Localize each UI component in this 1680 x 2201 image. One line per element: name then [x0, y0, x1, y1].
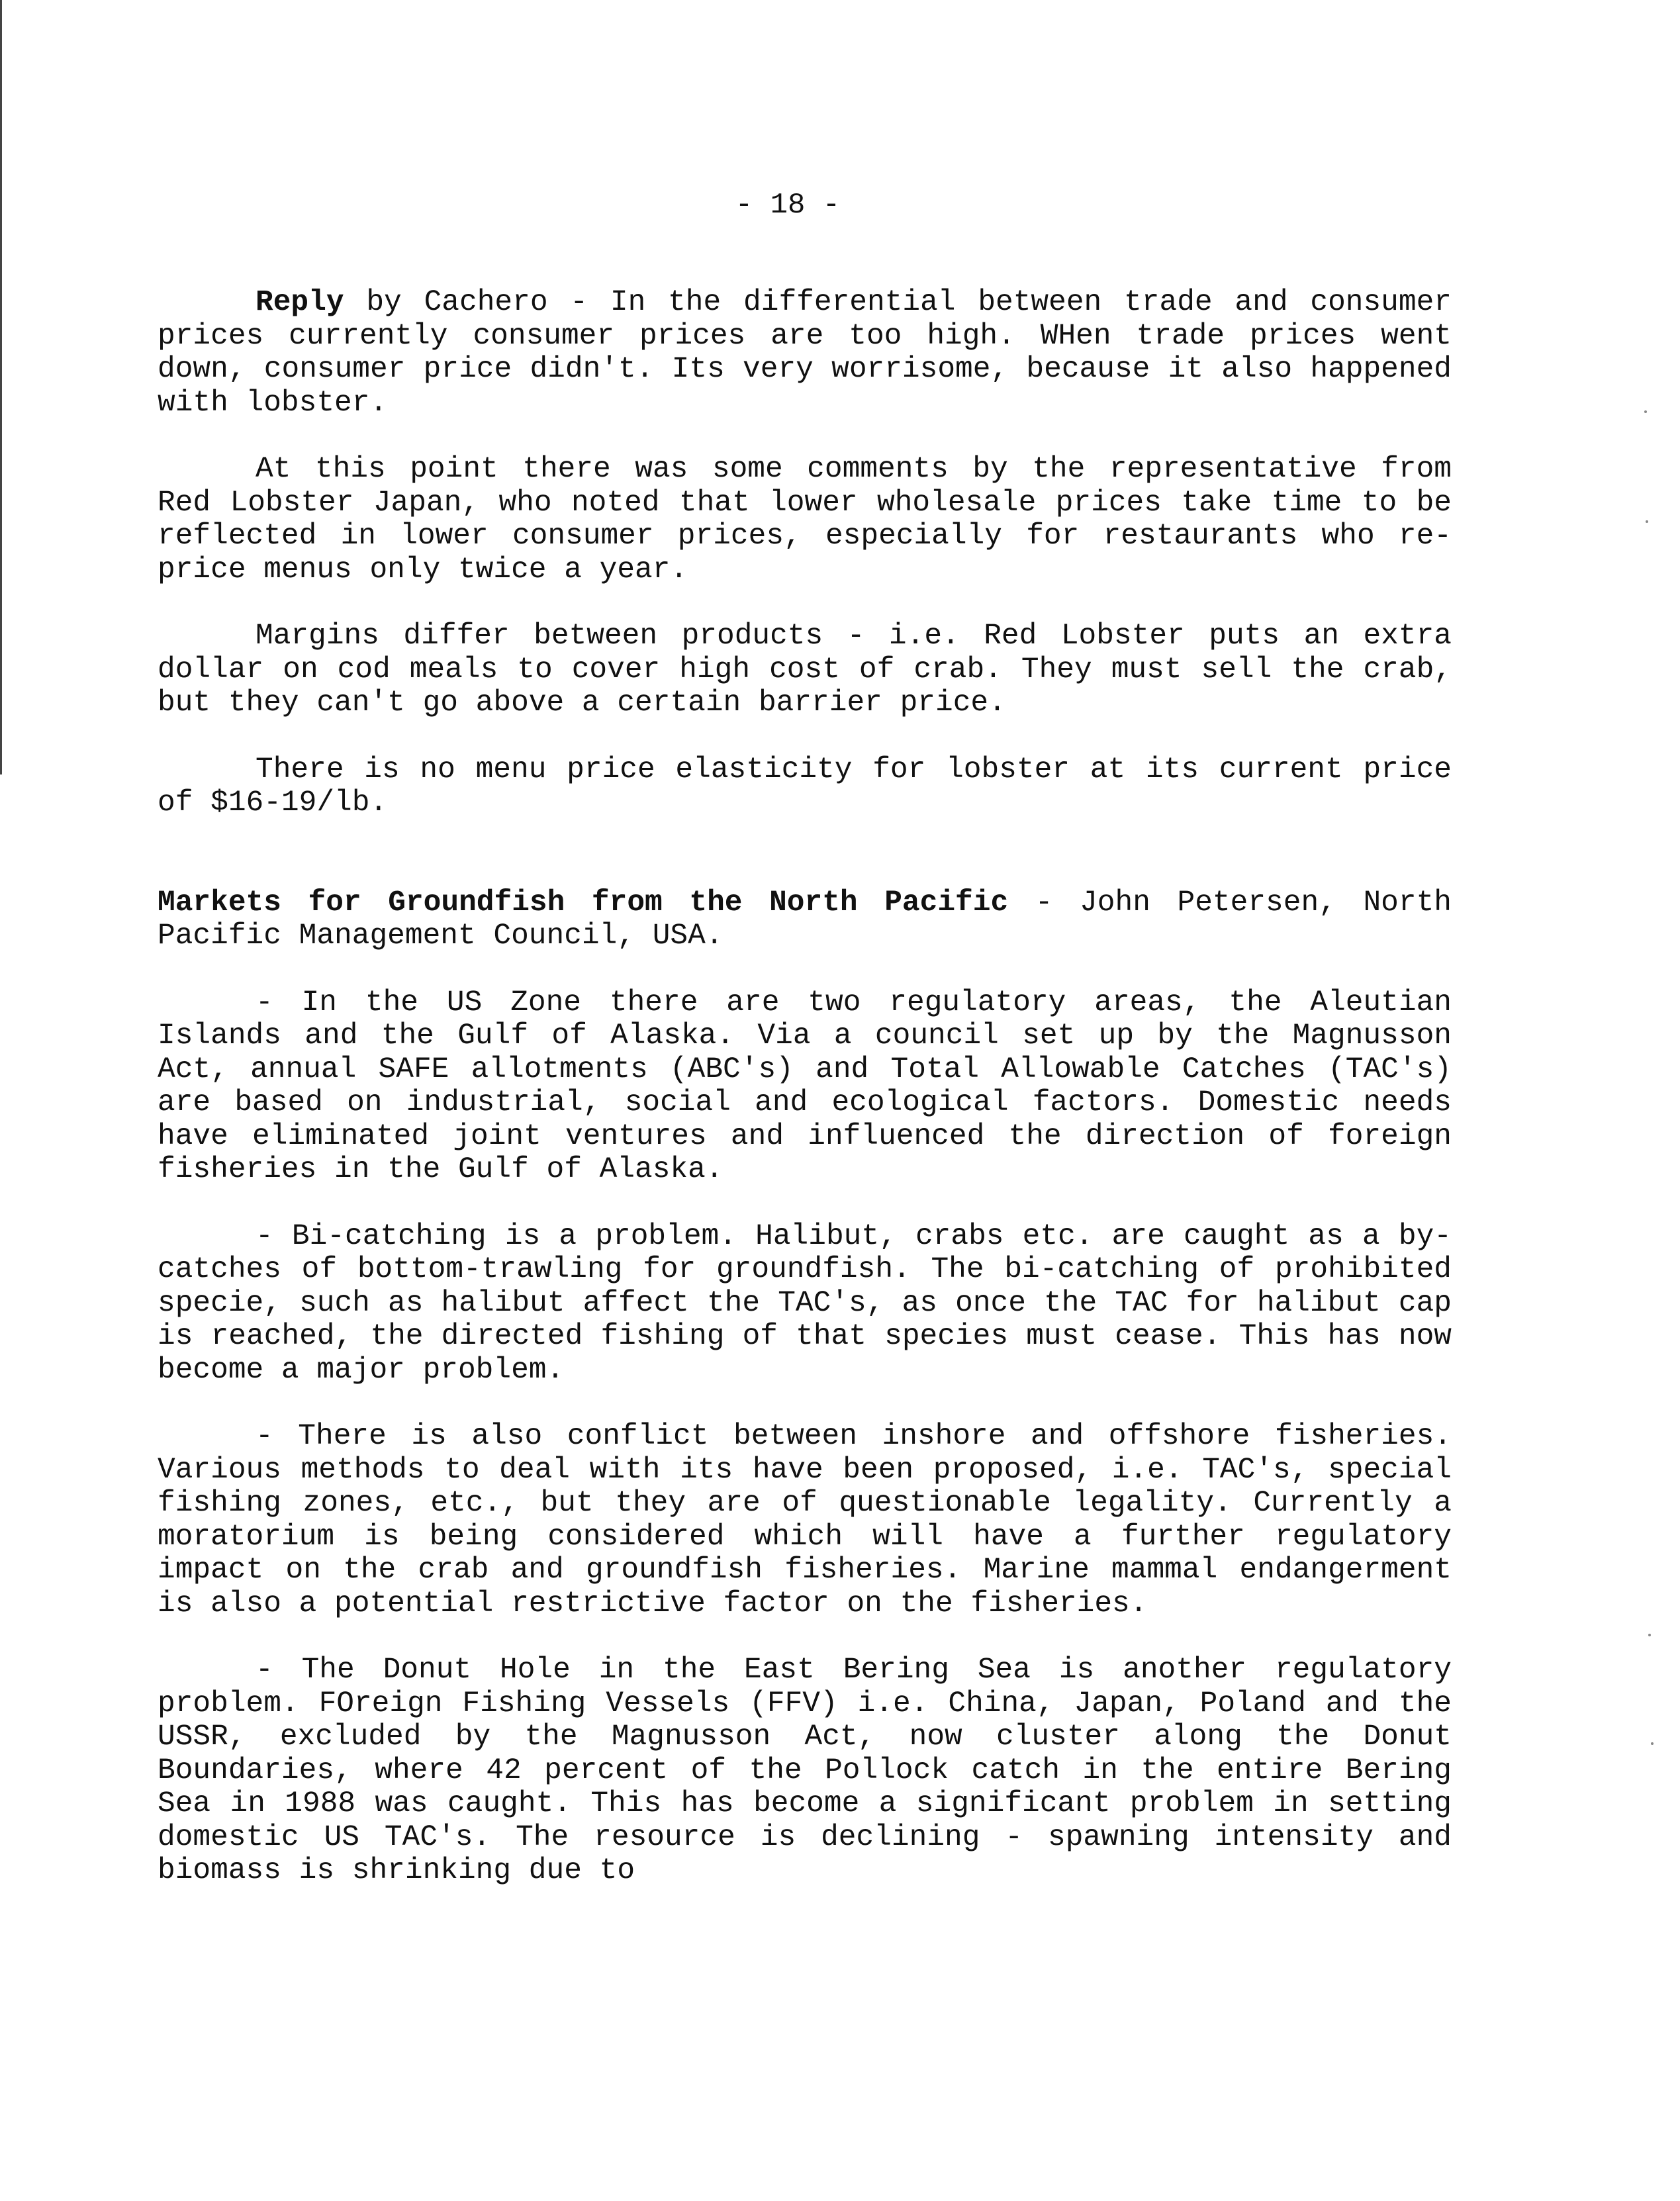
reply-text: by Cachero - In the differential between trade and consumer prices currently consumer prices are too high. WHen trade prices went down, consumer price didn't. Its very worrisome, because it also happened with lobster.	[158, 286, 1452, 420]
scan-speck	[1651, 1742, 1654, 1745]
scan-speck	[1646, 520, 1648, 523]
page-number: - 18 -	[735, 189, 841, 222]
reply-label: Reply	[256, 286, 344, 319]
section-presenter: - John Petersen, North Pacific Management Council, USA.	[158, 886, 1452, 953]
point-paragraph: - Bi-catching is a problem. Halibut, crabs etc. are caught as a by-catches of bottom-trawling for groundfish. The bi-catching of prohibited specie, such as halibut affect the TAC's, as once the TAC for halibut cap is reached, the directed fishing of that species must cease. This has now become a major problem.	[158, 1219, 1452, 1387]
body-paragraph: There is no menu price elasticity for lobster at its current price of $16-19/lb.	[158, 753, 1452, 820]
point-paragraph: - In the US Zone there are two regulatory areas, the Aleutian Islands and the Gulf of Alaska. Via a council set up by the Magnusson Act, annual SAFE allotments (ABC's) and Total Allowable Catches (TAC's) are based on industrial, social and ecological factors. Domestic needs have eliminated joint ventures and influenced the direction of foreign fisheries in the Gulf of Alaska.	[158, 986, 1452, 1186]
scan-speck	[1648, 1634, 1651, 1636]
body-paragraph: Margins differ between products - i.e. Red Lobster puts an extra dollar on cod meals to cover high cost of crab. They must sell the crab, but they can't go above a certain barrier price.	[158, 620, 1452, 720]
section-title: Markets for Groundfish from the North Pacific	[158, 886, 1009, 919]
point-paragraph: - The Donut Hole in the East Bering Sea is another regulatory problem. FOreign Fishing Vessels (FFV) i.e. China, Japan, Poland and the USSR, excluded by the Magnusson Act, now cluster along the Donut Boundaries, where 42 percent of the Pollock catch in the entire Bering Sea in 1988 was caught. This has become a significant problem in setting domestic US TAC's. The resource is declining - spawning intensity and biomass is shrinking due to	[158, 1654, 1452, 1887]
body-paragraph: At this point there was some comments by the representative from Red Lobster Japan, who noted that lower wholesale prices take time to be reflected in lower consumer prices, especially for restaurants who re-price menus only twice a year.	[158, 453, 1452, 586]
scan-speck	[1644, 410, 1647, 413]
page-edge-line	[0, 0, 2, 774]
document-body	[158, 286, 1452, 1921]
point-paragraph: - There is also conflict between inshore and offshore fisheries. Various methods to deal with its have been proposed, i.e. TAC's, special fishing zones, etc., but they are of questionable legality. Currently a moratorium is being considered which will have a further regulatory impact on the crab and groundfish fisheries. Marine mammal endangerment is also a potential restrictive factor on the fisheries.	[158, 1420, 1452, 1620]
reply-paragraph	[158, 286, 1452, 420]
section-heading-paragraph	[158, 886, 1452, 953]
